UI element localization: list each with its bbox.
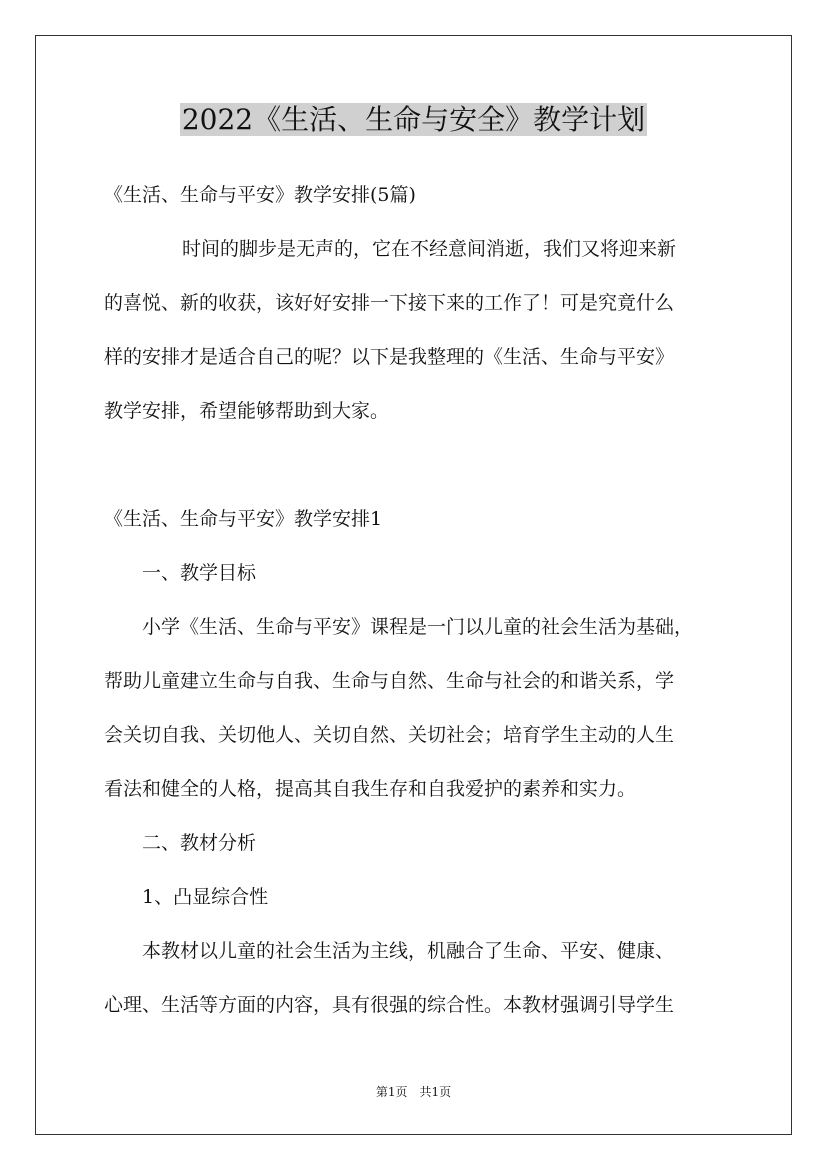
paragraph-line: 小学《生活、生命与平安》课程是一门以儿童的社会生活为基础，: [142, 616, 694, 638]
paragraph-line: 看法和健全的人格，提高其自我生存和自我爱护的素养和实力。: [104, 778, 637, 800]
paragraph-line: 心理、生活等方面的内容，具有很强的综合性。本教材强调引导学生: [104, 994, 675, 1016]
document-title: [0, 100, 827, 140]
title-text: 2022《生活、生命与安全》教学计划: [181, 103, 646, 136]
subsection-heading: 一、教学目标: [142, 562, 257, 584]
section-heading: 《生活、生命与平安》教学安排1: [104, 508, 383, 530]
paragraph-line: 教学安排，希望能够帮助到大家。: [104, 400, 390, 422]
paragraph-line: 样的安排才是适合自己的呢？以下是我整理的《生活、生命与平安》: [104, 346, 675, 368]
paragraph-line: 的喜悦、新的收获，该好好安排一下接下来的工作了！可是究竟什么: [104, 292, 675, 314]
paragraph-line: 帮助儿童建立生命与自我、生命与自然、生命与社会的和谐关系，学: [104, 670, 675, 692]
paragraph-line: 时间的脚步是无声的，它在不经意间消逝，我们又将迎来新: [182, 238, 677, 260]
subsection-heading: 二、教材分析: [142, 832, 257, 854]
page-footer: 第1页 共1页: [375, 1085, 452, 1099]
subsection-heading: 1、凸显综合性: [142, 886, 269, 908]
paragraph-line: 会关切自我、关切他人、关切自然、关切社会；培育学生主动的人生: [104, 724, 675, 746]
subtitle: 《生活、生命与平安》教学安排(5篇): [104, 184, 416, 206]
paragraph-line: 本教材以儿童的社会生活为主线，机融合了生命、平安、健康、: [142, 940, 675, 962]
